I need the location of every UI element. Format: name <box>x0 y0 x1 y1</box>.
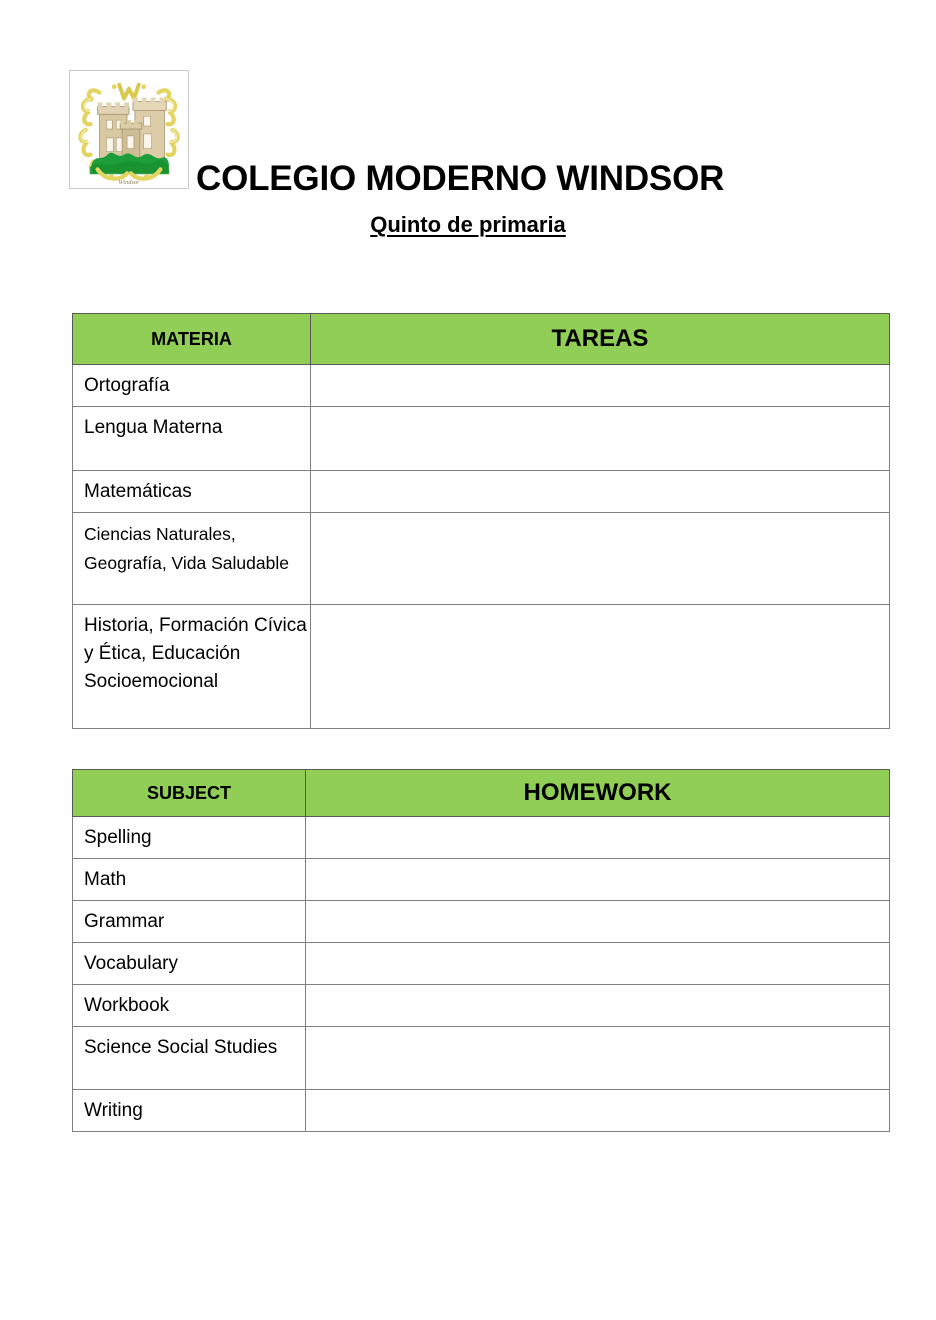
homework-cell[interactable] <box>311 407 890 471</box>
subject-label: Lengua Materna <box>84 417 223 438</box>
table-header-row <box>73 314 890 365</box>
subject-cell <box>73 471 311 513</box>
table-row <box>73 513 890 605</box>
logo-caption-text: Windsor <box>118 179 140 187</box>
document-header <box>0 0 936 260</box>
homework-value <box>311 513 889 523</box>
homework-value <box>306 901 889 911</box>
homework-value <box>311 605 889 615</box>
subject-label: Workbook <box>84 995 170 1016</box>
table-row <box>73 407 890 471</box>
subject-label: Matemáticas <box>84 481 192 502</box>
subject-label: Spelling <box>84 827 152 848</box>
subject-cell <box>73 1027 306 1090</box>
homework-value <box>306 859 889 869</box>
subject-label: Science Social Studies <box>84 1037 278 1058</box>
homework-cell[interactable] <box>311 471 890 513</box>
homework-value <box>306 817 889 827</box>
header-cell-materia <box>73 314 311 365</box>
table-subject-homework <box>72 769 890 1132</box>
subject-label: Math <box>84 869 127 890</box>
subject-cell <box>73 817 306 859</box>
subject-cell <box>73 901 306 943</box>
header-label-materia: MATERIA <box>151 329 232 349</box>
subject-cell <box>73 513 311 605</box>
subject-cell <box>73 407 311 471</box>
subject-label: Writing <box>84 1100 143 1121</box>
header-label-subject: SUBJECT <box>146 783 231 803</box>
table-row <box>73 365 890 407</box>
table-row <box>73 605 890 729</box>
subject-label: Ortografía <box>84 375 170 396</box>
homework-cell[interactable] <box>306 817 890 859</box>
subject-cell <box>73 365 311 407</box>
table-header-row <box>73 770 890 817</box>
header-label-homework: HOMEWORK <box>523 779 672 806</box>
subject-cell <box>73 859 306 901</box>
table-row <box>73 859 890 901</box>
table-row <box>73 817 890 859</box>
homework-cell[interactable] <box>306 985 890 1027</box>
homework-cell[interactable] <box>306 1090 890 1132</box>
school-crest-icon <box>70 71 188 188</box>
homework-value <box>306 943 889 953</box>
table-row <box>73 1090 890 1132</box>
table-row <box>73 471 890 513</box>
homework-value <box>311 407 889 417</box>
homework-cell[interactable] <box>311 365 890 407</box>
table-row <box>73 901 890 943</box>
header-cell-homework <box>306 770 890 817</box>
homework-value <box>306 1027 889 1037</box>
subject-label: Ciencias Naturales, Geografía, Vida Saludable <box>84 524 289 573</box>
table-materias-tareas <box>72 313 890 729</box>
homework-value <box>306 985 889 995</box>
homework-cell[interactable] <box>306 859 890 901</box>
header-cell-subject <box>73 770 306 817</box>
page-title: COLEGIO MODERNO WINDSOR <box>196 159 725 198</box>
subject-cell <box>73 985 306 1027</box>
grade-level-text: Quinto de primaria <box>370 212 566 237</box>
subject-cell <box>73 1090 306 1132</box>
subject-label: Historia, Formación Cívica y Ética, Educación Socioemocional <box>84 615 307 692</box>
homework-cell[interactable] <box>306 1027 890 1090</box>
subject-cell <box>73 943 306 985</box>
table-row <box>73 1027 890 1090</box>
subject-label: Grammar <box>84 911 165 932</box>
table-row <box>73 985 890 1027</box>
header-label-tareas: TAREAS <box>551 325 649 352</box>
table-row <box>73 943 890 985</box>
homework-value <box>311 365 889 375</box>
homework-cell[interactable] <box>311 605 890 729</box>
homework-cell[interactable] <box>306 943 890 985</box>
school-logo <box>69 70 189 189</box>
subject-cell <box>73 605 311 729</box>
homework-cell[interactable] <box>306 901 890 943</box>
homework-value <box>311 471 889 481</box>
homework-cell[interactable] <box>311 513 890 605</box>
subject-label: Vocabulary <box>84 953 179 974</box>
homework-value <box>306 1090 889 1100</box>
header-cell-tareas <box>311 314 890 365</box>
page-subtitle <box>0 211 936 239</box>
